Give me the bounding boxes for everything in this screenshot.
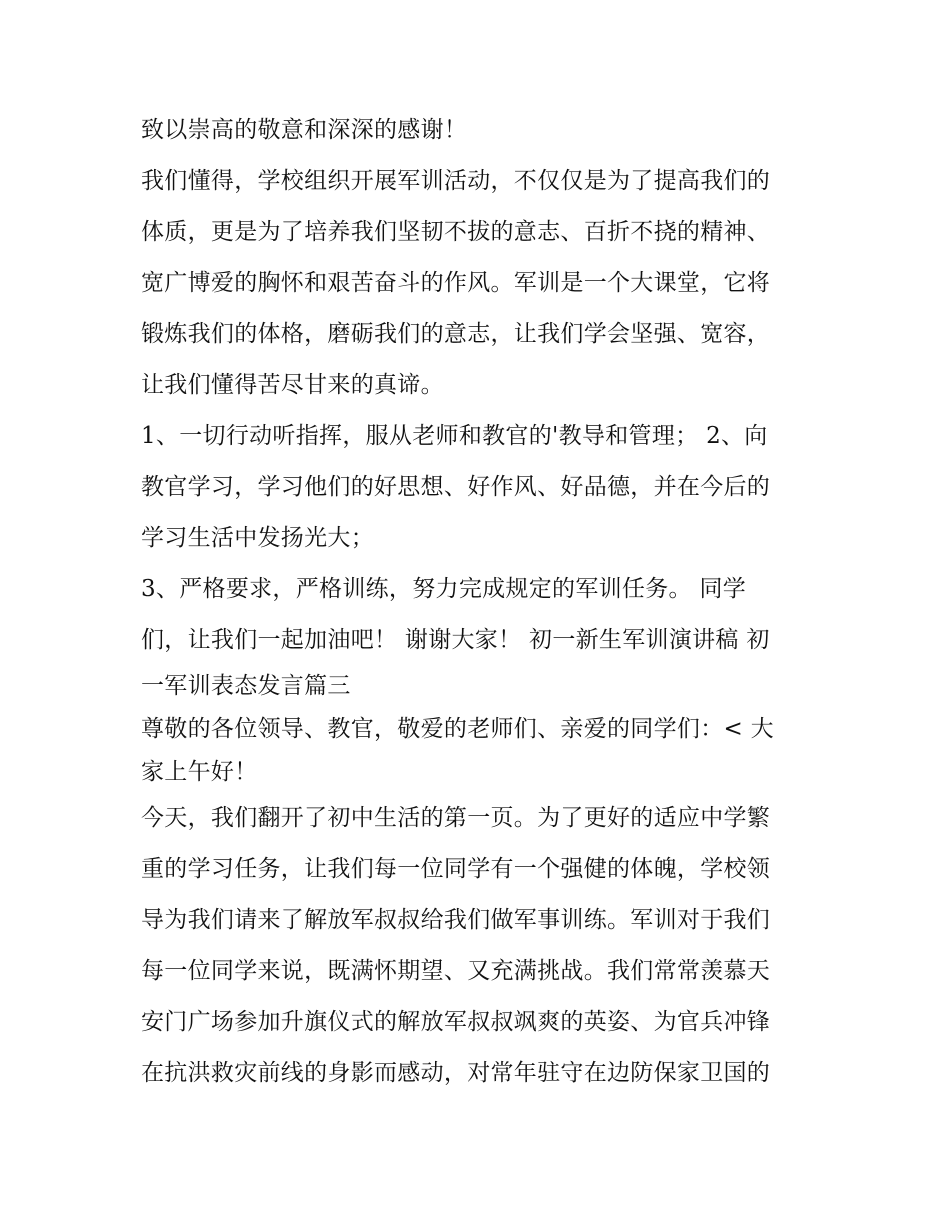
- text-line: 导为我们请来了解放军叔叔给我们做军事训练。军训对于我们: [141, 907, 771, 933]
- text-line: 我们懂得，学校组织开展军训活动，不仅仅是为了提高我们的: [141, 168, 771, 194]
- text-line: 致以崇高的敬意和深深的感谢！: [141, 117, 468, 143]
- text-line: 宽广博爱的胸怀和艰苦奋斗的作风。军训是一个大课堂，它将: [141, 270, 771, 296]
- text-line: 让我们懂得苦尽甘来的真谛。: [141, 372, 444, 398]
- text-line: 教官学习，学习他们的好思想、好作风、好品德，并在今后的: [141, 474, 771, 500]
- section-heading: 一军训表态发言篇三: [141, 673, 351, 699]
- text-line: 今天，我们翻开了初中生活的第一页。为了更好的适应中学繁: [141, 805, 771, 831]
- text-line: 尊敬的各位领导、教官，敬爱的老师们、亲爱的同学们：< 大: [141, 716, 774, 742]
- text-line: 们，让我们一起加油吧！ 谢谢大家！ 初一新生军训演讲稿 初: [141, 627, 770, 653]
- text-line: 锻炼我们的体格，磨砺我们的意志，让我们学会坚强、宽容，: [141, 321, 771, 347]
- text-line: 3、严格要求，严格训练，努力完成规定的军训任务。 同学: [141, 576, 747, 602]
- text-line: 1、一切行动听指挥，服从老师和教官的'教导和管理； 2、向: [141, 423, 768, 449]
- text-line: 在抗洪救灾前线的身影而感动，对常年驻守在边防保家卫国的: [141, 1060, 771, 1086]
- text-line: 学习生活中发扬光大；: [141, 525, 374, 551]
- text-line: 安门广场参加升旗仪式的解放军叔叔飒爽的英姿、为官兵冲锋: [141, 1009, 771, 1035]
- text-line: 每一位同学来说，既满怀期望、又充满挑战。我们常常羡慕天: [141, 958, 771, 984]
- text-line: 家上午好！: [141, 759, 258, 785]
- text-line: 体质，更是为了培养我们坚韧不拔的意志、百折不挠的精神、: [141, 219, 771, 245]
- text-line: 重的学习任务，让我们每一位同学有一个强健的体魄，学校领: [141, 856, 771, 882]
- document-body: [141, 105, 821, 1099]
